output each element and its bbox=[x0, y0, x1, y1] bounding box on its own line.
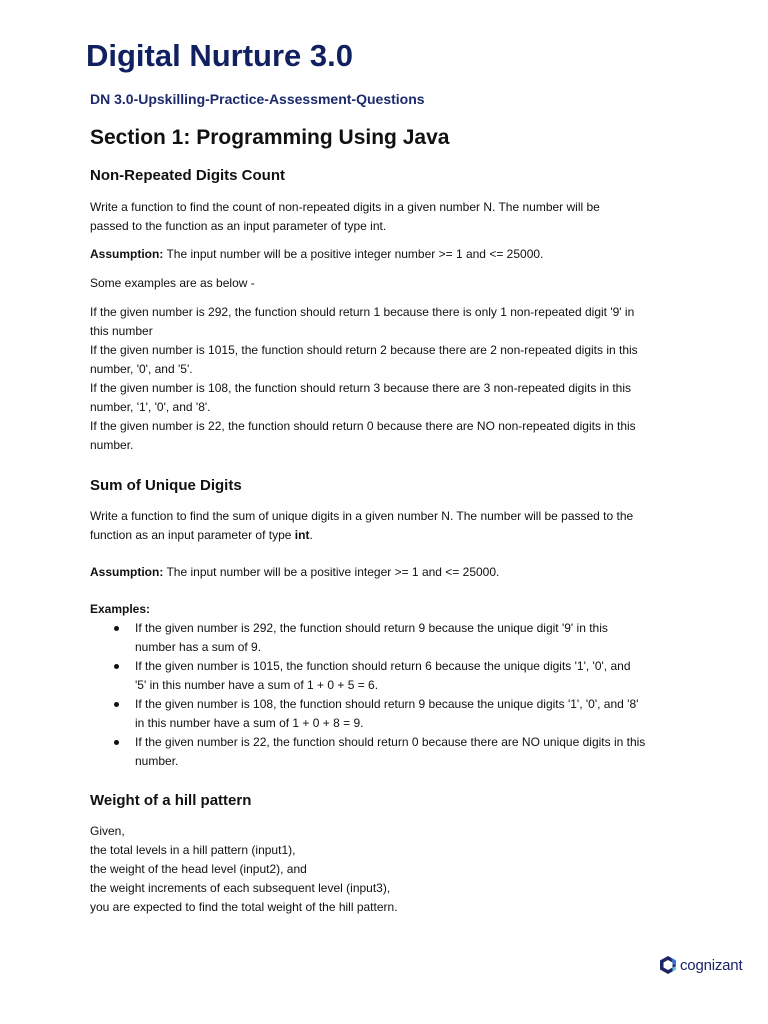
q3-line: Given, bbox=[90, 824, 125, 838]
q1-examples-intro: Some examples are as below - bbox=[90, 276, 255, 290]
q1-example-line: If the given number is 22, the function should return 0 because there are NO non-repeated digits in this bbox=[90, 419, 636, 433]
q1-intro bbox=[90, 198, 690, 236]
list-item-line1: If the given number is 292, the function should return 9 because the unique digit '9' in this bbox=[135, 621, 608, 635]
list-item-line2: in this number have a sum of 1 + 0 + 8 = 9. bbox=[135, 716, 364, 730]
q2-assumption-text: The input number will be a positive integer >= 1 and <= 25000. bbox=[163, 565, 500, 579]
list-item bbox=[90, 733, 690, 771]
q2-heading: Sum of Unique Digits bbox=[90, 477, 242, 494]
q2-examples-list bbox=[90, 619, 690, 771]
q1-example-line: number, '1', '0', and '8'. bbox=[90, 400, 211, 414]
cognizant-logo bbox=[657, 954, 742, 976]
q1-example-line: If the given number is 292, the function should return 1 because there is only 1 non-repeated digit '9' in bbox=[90, 305, 635, 319]
q1-example-line: If the given number is 108, the function should return 3 because there are 3 non-repeated digits in this bbox=[90, 381, 632, 395]
cognizant-logo-icon bbox=[657, 954, 679, 976]
bullet-icon bbox=[114, 664, 119, 669]
list-item-line1: If the given number is 108, the function should return 9 because the unique digits '1', '0', and '8' bbox=[135, 697, 639, 711]
q1-example-line: number, '0', and '5'. bbox=[90, 362, 193, 376]
q2-intro-type: int bbox=[294, 528, 310, 542]
q2-intro-line1: Write a function to find the sum of unique digits in a given number N. The number will be passed to the bbox=[90, 509, 634, 523]
list-item-line2: '5' in this number have a sum of 1 + 0 + 5 = 6. bbox=[135, 678, 379, 692]
q2-assumption bbox=[90, 563, 690, 582]
q1-assumption bbox=[90, 245, 690, 264]
q2-assumption-label: Assumption: bbox=[90, 565, 164, 579]
list-item-line1: If the given number is 1015, the function should return 6 because the unique digits '1', '0', and bbox=[135, 659, 631, 673]
section-title: Section 1: Programming Using Java bbox=[90, 126, 450, 149]
list-item bbox=[90, 695, 690, 733]
q1-example-line: If the given number is 1015, the function should return 2 because there are 2 non-repeated digits in this bbox=[90, 343, 638, 357]
q1-heading: Non-Repeated Digits Count bbox=[90, 167, 285, 184]
q2-intro-line2-pre: function as an input parameter of type bbox=[90, 528, 295, 542]
document-subtitle: DN 3.0-Upskilling-Practice-Assessment-Questions bbox=[90, 91, 425, 107]
list-item-line2: number has a sum of 9. bbox=[135, 640, 262, 654]
list-item-line2: number. bbox=[135, 754, 179, 768]
q1-intro-line1: Write a function to find the count of non-repeated digits in a given number N. The number will be bbox=[90, 200, 600, 214]
q1-intro-line2: passed to the function as an input parameter of type int. bbox=[90, 219, 387, 233]
q3-body bbox=[90, 822, 690, 917]
q1-example-line: number. bbox=[90, 438, 134, 452]
q1-examples bbox=[90, 303, 690, 455]
q2-examples-label-text: Examples: bbox=[90, 602, 151, 616]
q1-example-line: this number bbox=[90, 324, 153, 338]
bullet-icon bbox=[114, 702, 119, 707]
q1-assumption-label: Assumption: bbox=[90, 247, 164, 261]
q3-line: the weight increments of each subsequent level (input3), bbox=[90, 881, 391, 895]
cognizant-logo-text: cognizant bbox=[680, 956, 743, 974]
bullet-icon bbox=[114, 740, 119, 745]
q1-assumption-text: The input number will be a positive integer number >= 1 and <= 25000. bbox=[163, 247, 544, 261]
list-item-line1: If the given number is 22, the function should return 0 because there are NO unique digits in this bbox=[135, 735, 646, 749]
list-item bbox=[90, 619, 690, 657]
q3-line: the weight of the head level (input2), and bbox=[90, 862, 307, 876]
list-item bbox=[90, 657, 690, 695]
q2-intro bbox=[90, 507, 690, 545]
q2-intro-line2-post: . bbox=[309, 528, 313, 542]
q3-line: the total levels in a hill pattern (input1), bbox=[90, 843, 296, 857]
bullet-icon bbox=[114, 626, 119, 631]
document-title: Digital Nurture 3.0 bbox=[86, 38, 353, 73]
q3-line: you are expected to find the total weight of the hill pattern. bbox=[90, 900, 398, 914]
q2-examples-label bbox=[90, 600, 690, 619]
q3-heading: Weight of a hill pattern bbox=[90, 792, 252, 809]
